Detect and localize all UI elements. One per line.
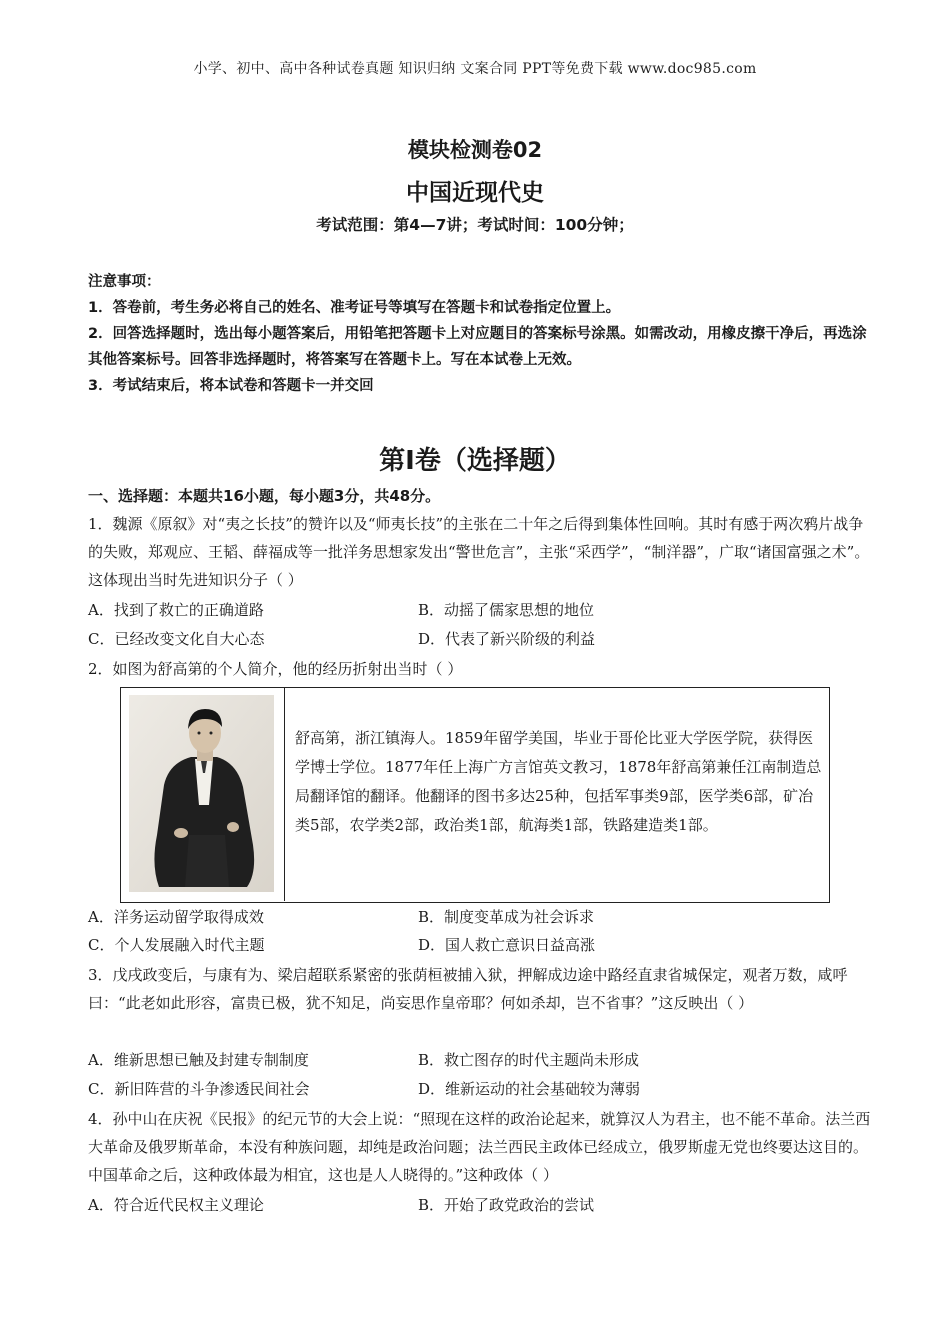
exam-scope: 考试范围：第4—7讲；考试时间：100分钟； bbox=[316, 216, 634, 234]
profile-card bbox=[120, 687, 830, 903]
photo-cell bbox=[121, 688, 285, 901]
answer-option: B．制度变革成为社会诉求 bbox=[418, 908, 595, 926]
notice-heading: 注意事项： bbox=[88, 274, 161, 290]
part-heading: 一、选择题：本题共16小题，每小题3分，共48分。 bbox=[88, 487, 441, 505]
answer-option: A．维新思想已触及封建专制制度 bbox=[88, 1051, 309, 1069]
answer-option: A．符合近代民权主义理论 bbox=[88, 1196, 264, 1214]
notice-item: 2．回答选择题时，选出每小题答案后，用铅笔把答题卡上对应题目的答案标号涂黑。如需改动，用橡皮擦干净后，再选涂其他答案标号。回答非选择题时，将答案写在答题卡上。写在本试卷上无效。 bbox=[88, 326, 867, 368]
answer-option: D．国人救亡意识日益高涨 bbox=[418, 936, 596, 954]
answer-option: A．找到了救亡的正确道路 bbox=[88, 601, 264, 619]
site-banner: 小学、初中、高中各种试卷真题 知识归纳 文案合同 PPT等免费下载 www.doc985.com bbox=[193, 61, 757, 77]
answer-option: D．代表了新兴阶级的利益 bbox=[418, 630, 596, 648]
answer-option: C．个人发展融入时代主题 bbox=[88, 936, 265, 954]
question-stem: 3．戊戌政变后，与康有为、梁启超联系紧密的张荫桓被捕入狱，押解成边途中路经直隶省城保定，观者万数，咸呼曰：“此老如此形容，富贵已极，犹不知足，尚妄思作皇帝耶？何如杀却，岂不省事？”这反映出（ ） bbox=[88, 966, 848, 1012]
exam-title: 模块检测卷02 bbox=[407, 138, 543, 162]
answer-option: B．开始了政党政治的尝试 bbox=[418, 1196, 595, 1214]
question-stem: 1．魏源《原叙》对“夷之长技”的赞许以及“师夷长技”的主张在二十年之后得到集体性回响。其时有感于两次鸦片战争的失败，郑观应、王韬、薛福成等一批洋务思想家发出“警世危言”，主张“采西学”，“制洋器”，广取“诸国富强之术”。这体现出当时先进知识分子（ ） bbox=[88, 515, 870, 589]
profile-text: 舒高第，浙江镇海人。1859年留学美国，毕业于哥伦比亚大学医学院，获得医学博士学位。1877年任上海广方言馆英文教习，1878年舒高第兼任江南制造总局翻译馆的翻译。他翻译的图书多达25种，包括军事类9部，医学类6部，矿冶类5部，农学类2部，政治类1部，航海类1部，铁路建造类1部。 bbox=[295, 729, 822, 834]
notice-item: 3．考试结束后，将本试卷和答题卡一并交回 bbox=[88, 378, 374, 394]
notice-item: 1．答卷前，考生务必将自己的姓名、准考证号等填写在答题卡和试卷指定位置上。 bbox=[88, 300, 621, 316]
question-stem: 4．孙中山在庆祝《民报》的纪元节的大会上说：“照现在这样的政治论起来，就算汉人为君主，也不能不革命。法兰西大革命及俄罗斯革命，本没有种族问题，却纯是政治问题；法兰西民主政体已经成立，俄罗斯虚无党也终要达这目的。中国革命之后，这种政体最为相宜，这也是人人晓得的。”这种政体（ ） bbox=[88, 1110, 871, 1184]
answer-option: C．新旧阵营的斗争渗透民间社会 bbox=[88, 1080, 310, 1098]
exam-subtitle: 中国近现代史 bbox=[406, 180, 544, 206]
answer-option: D．维新运动的社会基础较为薄弱 bbox=[418, 1080, 641, 1098]
answer-option: B．动摇了儒家思想的地位 bbox=[418, 601, 595, 619]
answer-option: C．已经改变文化自大心态 bbox=[88, 630, 265, 648]
section-title: 第I卷（选择题） bbox=[379, 446, 571, 476]
question-stem: 2．如图为舒高第的个人简介，他的经历折射出当时（ ） bbox=[88, 660, 463, 678]
answer-option: A．洋务运动留学取得成效 bbox=[88, 908, 264, 926]
portrait-photo bbox=[129, 695, 274, 892]
answer-option: B．救亡图存的时代主题尚未形成 bbox=[418, 1051, 640, 1069]
